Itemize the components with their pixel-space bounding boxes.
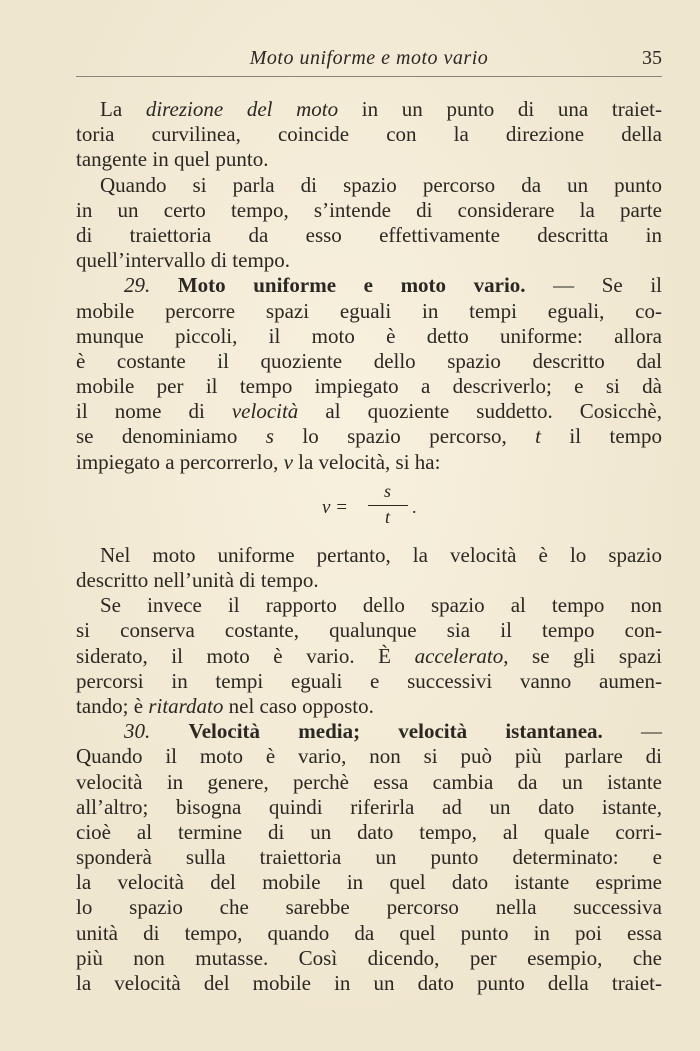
text-line: tangente in quel punto. <box>76 147 269 172</box>
text-line: quell’intervallo di tempo. <box>76 248 291 273</box>
text-line: mobile percorre spazi eguali in tempi eguali, co- <box>76 298 662 323</box>
text-line: la velocità del mobile in un dato punto della traiet- <box>76 971 662 995</box>
text-line: il nome di velocità al quoziente suddetto. Cosicchè, <box>76 399 662 424</box>
text-line: più non mutasse. Così dicendo, per esempio, che <box>76 945 662 970</box>
formula-lhs: v = <box>322 496 349 518</box>
formula-period: . <box>412 496 417 517</box>
page-header <box>76 47 662 73</box>
text-line: tando; è ritardato nel caso opposto. <box>76 693 374 718</box>
text-line: di traiettoria da esso effettivamente descritta in <box>76 222 662 247</box>
text-line: Se invece il rapporto dello spazio al tempo non <box>100 593 662 618</box>
running-title: Moto uniforme e moto vario <box>249 47 489 69</box>
text-line: sponderà sulla traiettoria un punto determinato: e <box>76 845 662 870</box>
header-rule <box>76 76 662 77</box>
section-heading-30: 30. Velocità media; velocità istantanea. — <box>124 719 663 744</box>
text-line: Quando si parla di spazio percorso da un punto <box>100 172 662 197</box>
text-line: La direzione del moto in un punto di una traiet- <box>100 97 663 121</box>
text-line: Quando il moto è vario, non si può più parlare di <box>76 744 662 769</box>
text-line: velocità in genere, perchè essa cambia da un istante <box>76 769 662 794</box>
formula-numerator: s <box>384 480 392 501</box>
text-line: all’altro; bisogna quindi riferirla ad un dato istante, <box>76 794 662 819</box>
text-line: descritto nell’unità di tempo. <box>76 568 319 592</box>
text-line: munque piccoli, il moto è detto uniforme: allora <box>76 323 662 348</box>
text-line: siderato, il moto è vario. È accelerato, se gli spazi <box>76 643 662 668</box>
text-line: in un certo tempo, s’intende di considerare la parte <box>76 197 662 222</box>
page-number: 35 <box>642 47 662 69</box>
text-line: unità di tempo, quando da quel punto in poi essa <box>76 920 662 945</box>
text-line: lo spazio che sarebbe percorso nella successiva <box>76 895 662 920</box>
formula-denominator: t <box>385 506 391 527</box>
text-line: cioè al termine di un dato tempo, al quale corri- <box>76 819 662 844</box>
text-line: si conserva costante, qualunque sia il tempo con- <box>76 618 662 643</box>
text-line: la velocità del mobile in quel dato istante esprime <box>76 870 662 895</box>
body-text <box>76 97 662 996</box>
text-line: percorsi in tempi eguali e successivi vanno aumen- <box>76 668 662 693</box>
text-line: toria curvilinea, coincide con la direzione della <box>76 122 662 147</box>
text-line: è costante il quoziente dello spazio descritto dal <box>76 348 662 373</box>
section-heading-29: 29. Moto uniforme e moto vario. — Se il <box>124 273 663 298</box>
text-line: se denominiamo s lo spazio percorso, t il tempo <box>76 424 662 449</box>
text-line: mobile per il tempo impiegato a descriverlo; e si dà <box>76 374 662 399</box>
text-line: Nel moto uniforme pertanto, la velocità è lo spazio <box>100 542 662 567</box>
velocity-formula <box>76 481 662 533</box>
text-line: impiegato a percorrerlo, v la velocità, si ha: <box>76 449 441 474</box>
